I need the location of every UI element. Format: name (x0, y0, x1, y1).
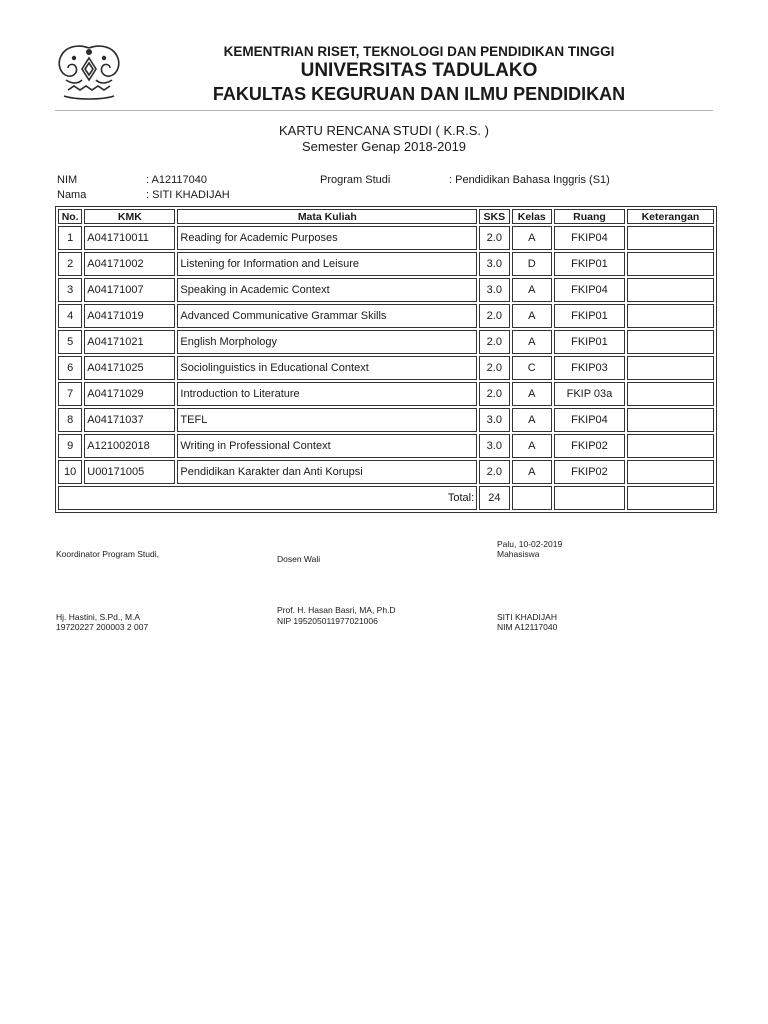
header-kelas: Kelas (512, 209, 553, 224)
cell-no: 1 (58, 226, 82, 250)
cell-no: 2 (58, 252, 82, 276)
cell-no: 7 (58, 382, 82, 406)
cell-kmk: A121002018 (84, 434, 175, 458)
program-studi-value: : Pendidikan Bahasa Inggris (S1) (449, 174, 610, 186)
cell-keterangan (627, 434, 714, 458)
cell-ruang: FKIP01 (554, 252, 625, 276)
cell-ruang: FKIP01 (554, 304, 625, 328)
table-row (58, 226, 714, 250)
cell-keterangan (627, 382, 714, 406)
table-row (58, 330, 714, 354)
cell-mata-kuliah: Listening for Information and Leisure (177, 252, 477, 276)
mahasiswa-nim: NIM A12117040 (497, 622, 558, 632)
cell-mata-kuliah: TEFL (177, 408, 477, 432)
faculty-name: FAKULTAS KEGURUAN DAN ILMU PENDIDIKAN (212, 84, 626, 104)
cell-sks: 3.0 (479, 278, 509, 302)
cell-mata-kuliah: English Morphology (177, 330, 477, 354)
cell-mata-kuliah: Introduction to Literature (177, 382, 477, 406)
cell-keterangan (627, 252, 714, 276)
cell-sks: 2.0 (479, 382, 509, 406)
cell-no: 9 (58, 434, 82, 458)
header-keterangan: Keterangan (627, 209, 714, 224)
cell-kelas: A (512, 434, 553, 458)
cell-kelas: C (512, 356, 553, 380)
nama-label: Nama (57, 189, 87, 201)
cell-no: 3 (58, 278, 82, 302)
cell-ruang: FKIP02 (554, 460, 625, 484)
ministry-name: KEMENTRIAN RISET, TEKNOLOGI DAN PENDIDIKAN TINGGI (223, 44, 615, 59)
koordinator-label: Koordinator Program Studi, (56, 549, 159, 559)
header-ruang: Ruang (554, 209, 625, 224)
koordinator-name: Hj. Hastini, S.Pd., M.A (56, 612, 141, 622)
cell-kelas: A (512, 330, 553, 354)
cell-keterangan (627, 226, 714, 250)
cell-no: 10 (58, 460, 82, 484)
header-kmk: KMK (84, 209, 175, 224)
cell-kmk: A041710011 (84, 226, 175, 250)
cell-ruang: FKIP02 (554, 434, 625, 458)
cell-kelas: A (512, 226, 553, 250)
table-row (58, 408, 714, 432)
nim-value: : A12117040 (146, 174, 207, 186)
cell-kmk: A04171002 (84, 252, 175, 276)
cell-keterangan (627, 356, 714, 380)
nim-label: NIM (57, 174, 78, 186)
cell-mata-kuliah: Sociolinguistics in Educational Context (177, 356, 477, 380)
cell-sks: 2.0 (479, 226, 509, 250)
cell-kmk: A04171019 (84, 304, 175, 328)
cell-sks: 3.0 (479, 252, 509, 276)
header-no: No. (58, 209, 82, 224)
total-empty-keterangan (627, 486, 714, 510)
dosen-wali-nip: NIP 195205011977021006 (277, 616, 378, 626)
cell-kmk: A04171029 (84, 382, 175, 406)
cell-keterangan (627, 330, 714, 354)
cell-mata-kuliah: Advanced Communicative Grammar Skills (177, 304, 477, 328)
dosen-wali-name: Prof. H. Hasan Basri, MA, Ph.D (277, 605, 396, 615)
total-empty-ruang (554, 486, 625, 510)
mahasiswa-name: SITI KHADIJAH (497, 612, 557, 622)
cell-kmk: A04171007 (84, 278, 175, 302)
course-table (55, 206, 717, 513)
cell-keterangan (627, 304, 714, 328)
cell-sks: 3.0 (479, 434, 509, 458)
table-row (58, 252, 714, 276)
cell-mata-kuliah: Pendidikan Karakter dan Anti Korupsi (177, 460, 477, 484)
cell-ruang: FKIP04 (554, 226, 625, 250)
signature-date: Palu, 10-02-2019 (497, 539, 563, 549)
cell-ruang: FKIP03 (554, 356, 625, 380)
cell-ruang: FKIP01 (554, 330, 625, 354)
cell-sks: 3.0 (479, 408, 509, 432)
table-row (58, 382, 714, 406)
total-empty-kelas (512, 486, 553, 510)
header-sks: SKS (479, 209, 509, 224)
cell-keterangan (627, 460, 714, 484)
semester-label: Semester Genap 2018-2019 (301, 139, 467, 154)
table-row (58, 434, 714, 458)
header-mata-kuliah: Mata Kuliah (177, 209, 477, 224)
cell-keterangan (627, 408, 714, 432)
dosen-wali-label: Dosen Wali (277, 554, 321, 564)
cell-no: 4 (58, 304, 82, 328)
cell-kelas: A (512, 278, 553, 302)
mahasiswa-label: Mahasiswa (497, 549, 540, 559)
nama-value: : SITI KHADIJAH (146, 189, 230, 201)
table-row (58, 278, 714, 302)
cell-keterangan (627, 278, 714, 302)
table-row (58, 356, 714, 380)
header-divider (55, 110, 713, 111)
program-studi-label: Program Studi (320, 174, 391, 186)
cell-ruang: FKIP04 (554, 278, 625, 302)
cell-no: 6 (58, 356, 82, 380)
cell-kmk: U00171005 (84, 460, 175, 484)
table-header-row (58, 209, 714, 224)
koordinator-nip: 19720227 200003 2 007 (56, 622, 149, 632)
cell-sks: 2.0 (479, 330, 509, 354)
cell-kmk: A04171025 (84, 356, 175, 380)
table-row (58, 304, 714, 328)
cell-kmk: A04171021 (84, 330, 175, 354)
cell-kmk: A04171037 (84, 408, 175, 432)
total-label: Total: (58, 486, 477, 510)
document-title: KARTU RENCANA STUDI ( K.R.S. ) (279, 123, 489, 138)
cell-no: 5 (58, 330, 82, 354)
table-total-row (58, 486, 714, 510)
cell-kelas: A (512, 408, 553, 432)
cell-sks: 2.0 (479, 460, 509, 484)
cell-ruang: FKIP04 (554, 408, 625, 432)
university-name: UNIVERSITAS TADULAKO (300, 60, 538, 81)
cell-kelas: A (512, 382, 553, 406)
cell-mata-kuliah: Reading for Academic Purposes (177, 226, 477, 250)
total-sks: 24 (479, 486, 509, 510)
table-row (58, 460, 714, 484)
cell-no: 8 (58, 408, 82, 432)
cell-kelas: A (512, 304, 553, 328)
cell-sks: 2.0 (479, 304, 509, 328)
cell-kelas: D (512, 252, 553, 276)
cell-ruang: FKIP 03a (554, 382, 625, 406)
cell-sks: 2.0 (479, 356, 509, 380)
cell-kelas: A (512, 460, 553, 484)
cell-mata-kuliah: Writing in Professional Context (177, 434, 477, 458)
cell-mata-kuliah: Speaking in Academic Context (177, 278, 477, 302)
university-emblem-icon (54, 42, 124, 104)
